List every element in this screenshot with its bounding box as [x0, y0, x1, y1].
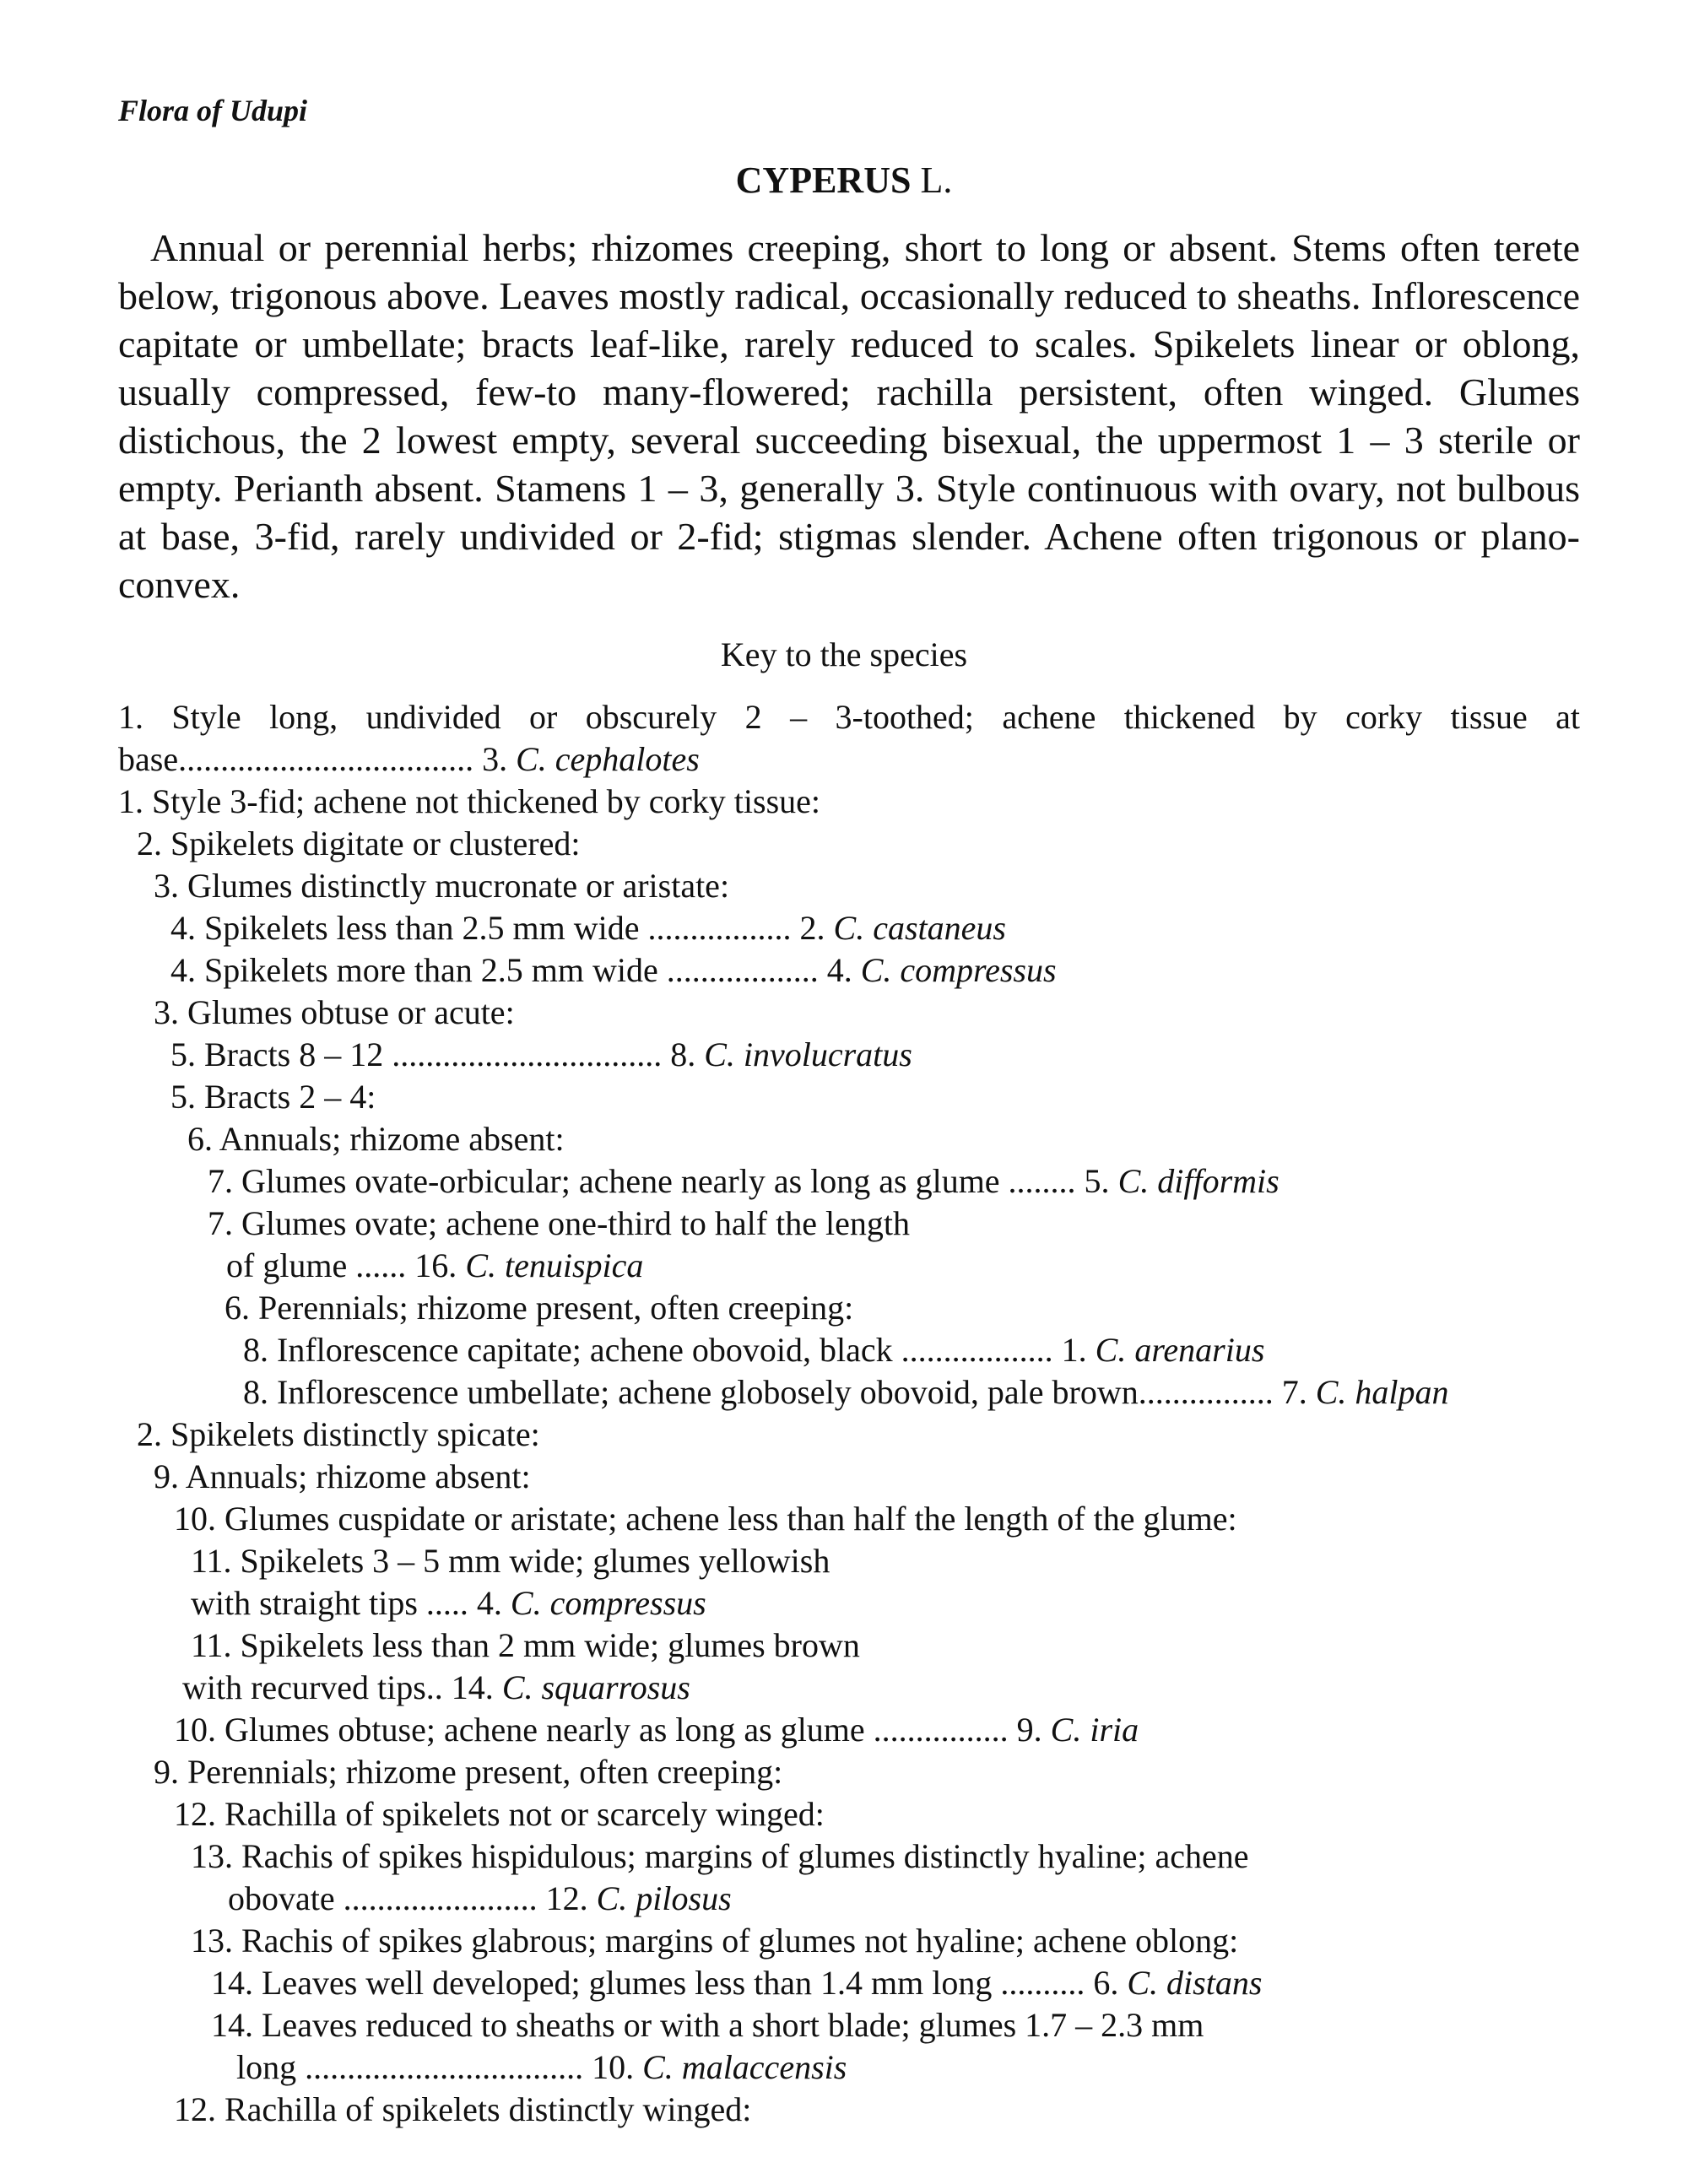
key-line-text: 7. Glumes ovate-orbicular; achene nearly as long as glume ........ 5. — [208, 1162, 1118, 1200]
key-line-species: C. tenuispica — [465, 1246, 644, 1284]
key-line — [191, 1582, 706, 1624]
key-line — [211, 2004, 1204, 2046]
key-line-text: 12. Rachilla of spikelets not or scarcely winged: — [174, 1795, 825, 1833]
key-line-text: 4. Spikelets more than 2.5 mm wide .................. 4. — [170, 951, 861, 989]
key-line-species: C. squarrosus — [501, 1668, 690, 1706]
running-head: Flora of Udupi — [118, 94, 308, 127]
key-line-text: of glume ...... 16. — [226, 1246, 466, 1284]
key-line-text: 10. Glumes obtuse; achene nearly as long as glume ................ 9. — [174, 1711, 1051, 1749]
key-line-text: 6. Annuals; rhizome absent: — [187, 1120, 565, 1158]
genus-description: Annual or perennial herbs; rhizomes creeping, short to long or absent. Stems often terete below, trigonous above. Leaves mostly radical, occasionally reduced to sheaths. Inflorescence capitate or umbellate; bracts leaf-like, rarely reduced to scales. Spikelets linear or oblong, usually compressed, few-to many-flowered; rachilla persistent, often winged. Glumes distichous, the 2 lowest empty, several succeeding bisexual, the uppermost 1 – 3 sterile or empty. Perianth absent. Stamens 1 – 3, generally 3. Style continuous with ovary, not bulbous at base, 3-fid, rarely undivided or 2-fid; stigmas slender. Achene often trigonous or plano-convex. — [118, 226, 1580, 606]
key-line — [191, 1835, 1249, 1878]
key-line — [211, 1962, 1262, 2004]
genus-author: L. — [920, 159, 953, 201]
key-line — [191, 1920, 1238, 1962]
key-line — [137, 823, 580, 865]
key-line — [170, 907, 1006, 949]
key-line-text: 1. Style 3-fid; achene not thickened by corky tissue: — [118, 782, 821, 820]
key-line — [154, 992, 515, 1034]
key-line — [191, 1624, 860, 1667]
key-line-species: C. compressus — [860, 951, 1057, 989]
key-line-text: long ................................. 10. — [236, 2048, 643, 2086]
key-line-text: 5. Bracts 2 – 4: — [170, 1078, 376, 1116]
key-line-text: 7. Glumes ovate; achene one-third to half the length — [208, 1204, 910, 1242]
key-line-text: 9. Perennials; rhizome present, often creeping: — [154, 1753, 783, 1791]
key-line — [226, 1245, 643, 1287]
key-line-species: C. distans — [1127, 1964, 1263, 2002]
key-line-text: 5. Bracts 8 – 12 ................................ 8. — [170, 1035, 705, 1073]
key-line-text: 4. Spikelets less than 2.5 mm wide ................. 2. — [170, 909, 834, 947]
key-line — [118, 738, 700, 781]
key-line-text: 14. Leaves well developed; glumes less than 1.4 mm long .......... 6. — [211, 1964, 1128, 2002]
key-line — [118, 696, 1580, 738]
key-line-text: 2. Spikelets digitate or clustered: — [137, 824, 581, 862]
key-line-text: with straight tips ..... 4. — [191, 1584, 511, 1622]
key-line-species: C. compressus — [510, 1584, 706, 1622]
key-line — [187, 1118, 565, 1160]
key-line — [174, 1709, 1139, 1751]
key-line-text: 8. Inflorescence umbellate; achene globosely obovoid, pale brown................ 7. — [243, 1373, 1316, 1411]
key-line — [154, 1456, 531, 1498]
key-line — [243, 1371, 1449, 1414]
key-line-text: 10. Glumes cuspidate or aristate; achene less than half the length of the glume: — [174, 1500, 1237, 1538]
key-line — [174, 1498, 1237, 1540]
key-line-text: 6. Perennials; rhizome present, often creeping: — [225, 1289, 854, 1327]
key-line-text: 11. Spikelets 3 – 5 mm wide; glumes yellowish — [191, 1542, 830, 1580]
key-line — [154, 1751, 782, 1793]
key-line — [174, 1793, 825, 1835]
key-line — [182, 1667, 690, 1709]
genus-name: CYPERUS — [735, 159, 912, 201]
key-line — [170, 949, 1057, 992]
key-line-species: C. iria — [1050, 1711, 1139, 1749]
key-line-text: 3. Glumes distinctly mucronate or aristate: — [154, 867, 730, 905]
key-line-text: 13. Rachis of spikes glabrous; margins of glumes not hyaline; achene oblong: — [191, 1922, 1239, 1960]
key-line-text: 11. Spikelets less than 2 mm wide; glumes brown — [191, 1626, 860, 1664]
key-line-text: 8. Inflorescence capitate; achene obovoid, black .................. 1. — [243, 1331, 1096, 1369]
genus-title — [0, 159, 1688, 202]
key-line — [228, 1878, 732, 1920]
key-line-species: C. difformis — [1117, 1162, 1280, 1200]
key-line — [154, 865, 729, 907]
key-line — [170, 1076, 376, 1118]
key-line — [170, 1034, 912, 1076]
key-line-text: 12. Rachilla of spikelets distinctly winged: — [174, 2090, 752, 2128]
key-line — [174, 2089, 751, 2131]
key-line — [243, 1329, 1264, 1371]
key-line-species: C. halpan — [1315, 1373, 1449, 1411]
key-line-text: 2. Spikelets distinctly spicate: — [137, 1415, 540, 1453]
key-line — [225, 1287, 853, 1329]
key-line-species: C. malaccensis — [642, 2048, 847, 2086]
key-line-text: 3. Glumes obtuse or acute: — [154, 993, 515, 1031]
key-line-text: 14. Leaves reduced to sheaths or with a short blade; glumes 1.7 – 2.3 mm — [211, 2006, 1204, 2044]
key-line-species: C. pilosus — [596, 1879, 732, 1917]
key-line-species: C. castaneus — [833, 909, 1006, 947]
key-line-species: C. involucratus — [704, 1035, 912, 1073]
key-line — [208, 1203, 910, 1245]
key-line — [191, 1540, 830, 1582]
key-line-text: 1. Style long, undivided or obscurely 2 – 3-toothed; achene thickened by corky tissue at — [118, 698, 1580, 736]
key-line-text: 9. Annuals; rhizome absent: — [154, 1457, 531, 1495]
key-line-text: with recurved tips.. 14. — [182, 1668, 502, 1706]
key-line-species: C. cephalotes — [516, 740, 700, 778]
key-line-text: 13. Rachis of spikes hispidulous; margins of glumes distinctly hyaline; achene — [191, 1837, 1249, 1875]
key-line — [137, 1414, 540, 1456]
key-line — [208, 1160, 1280, 1203]
key-line-species: C. arenarius — [1095, 1331, 1265, 1369]
key-line — [118, 781, 820, 823]
key-heading: Key to the species — [720, 635, 968, 673]
key-line-text: obovate ....................... 12. — [228, 1879, 597, 1917]
key-line — [236, 2046, 847, 2089]
key-line-text: base................................... 3. — [118, 740, 517, 778]
